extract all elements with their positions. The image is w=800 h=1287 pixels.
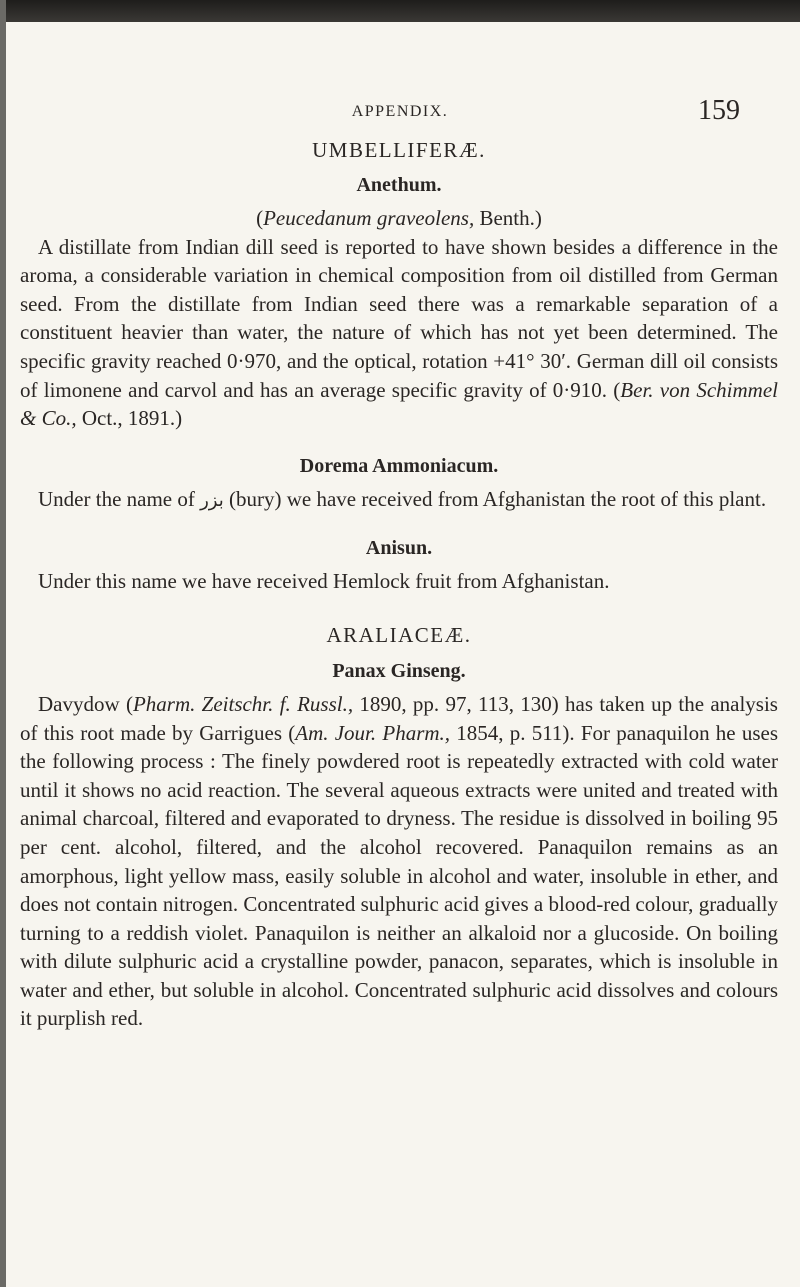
running-head: APPENDIX.	[351, 103, 449, 120]
spacer	[20, 515, 778, 529]
entry-heading-anethum: Anethum.	[356, 174, 442, 196]
panax-text-3: 1854, p. 511). For panaquilon he uses the following process : The finely powdered root is repeatedly extracted with cold water until it shows no acid reaction. The several aqueous extracts were united and treated with animal charcoal, filtered and evaporated to dryness. The residue is dissolved in boiling 95 per cent. alcohol, filtered, and the alcohol recovered. Panaquilon remains as an amorphous, light yellow mass, easily soluble in alcohol and water, insoluble in ether, and does not contain nitrogen. Concentrated sulphuric acid gives a blood-red colour, gradually turning to a reddish violet. Panaquilon is neither an alkaloid nor a glucoside. On boiling with dilute sulphuric acid a crystalline powder, panacon, separates, which is insoluble in water and ether, but soluble in alcohol. Concentrated sulphuric acid dissolves and colours it purplish red.	[20, 720, 779, 1031]
anethum-text: A distillate from Indian dill seed is reported to have shown besides a difference in the aroma, a considerable variation in chemical composition from oil distilled from German seed. From the distillate from Indian seed there was a remarkable separation of a constituent heavier than water, the nature of which has not yet been determined. The specific gravity reached 0·970, and the optical, rotation +41° 30′. German dill oil consists of limonene and carvol and has an average specific gravity of 0·910. (	[20, 234, 778, 402]
page-body	[20, 130, 778, 1033]
page-header	[0, 95, 800, 125]
authority-species: Peucedanum graveolens,	[263, 206, 475, 230]
anethum-citation-date: Oct., 1891.)	[76, 406, 183, 431]
authority-author: Benth.)	[474, 206, 542, 230]
dorema-text-end: (bury) we have received from Afghanistan the root of this plant.	[223, 486, 767, 511]
entry-heading-anisun: Anisun.	[365, 537, 433, 560]
dorema-paragraph	[20, 485, 778, 516]
panax-text-1: Davydow (	[38, 691, 133, 716]
entry-heading-panax: Panax Ginseng.	[332, 659, 466, 682]
anethum-authority	[20, 204, 778, 233]
anisun-paragraph: Under this name we have received Hemlock fruit from Afghanistan.	[38, 569, 610, 594]
dorema-text-start: Under the name of	[38, 486, 201, 511]
section-heading-umbelliferae: UMBELLIFERÆ.	[312, 138, 486, 162]
authority-open: (	[256, 206, 264, 230]
panax-text-2: 1890, pp. 97, 113, 130) has taken up the analysis of this root made by Garrigues (	[20, 691, 778, 745]
section-heading-araliaceae: ARALIACEÆ.	[326, 622, 472, 647]
anethum-paragraph	[20, 233, 778, 433]
scan-left-edge	[0, 0, 6, 1287]
arabic-name: بزر	[200, 489, 224, 511]
panax-citation-1: Pharm. Zeitschr. f. Russl.,	[132, 691, 354, 716]
scan-top-edge	[0, 0, 800, 22]
spacer	[20, 433, 778, 447]
panax-paragraph	[20, 690, 778, 1033]
anethum-citation: Ber. von Schimmel & Co.,	[20, 377, 778, 431]
page-number: 159	[698, 95, 740, 126]
spacer	[20, 596, 778, 618]
entry-heading-dorema: Dorema Ammoniacum.	[299, 454, 499, 477]
panax-citation-2: Am. Jour. Pharm.,	[295, 720, 451, 745]
